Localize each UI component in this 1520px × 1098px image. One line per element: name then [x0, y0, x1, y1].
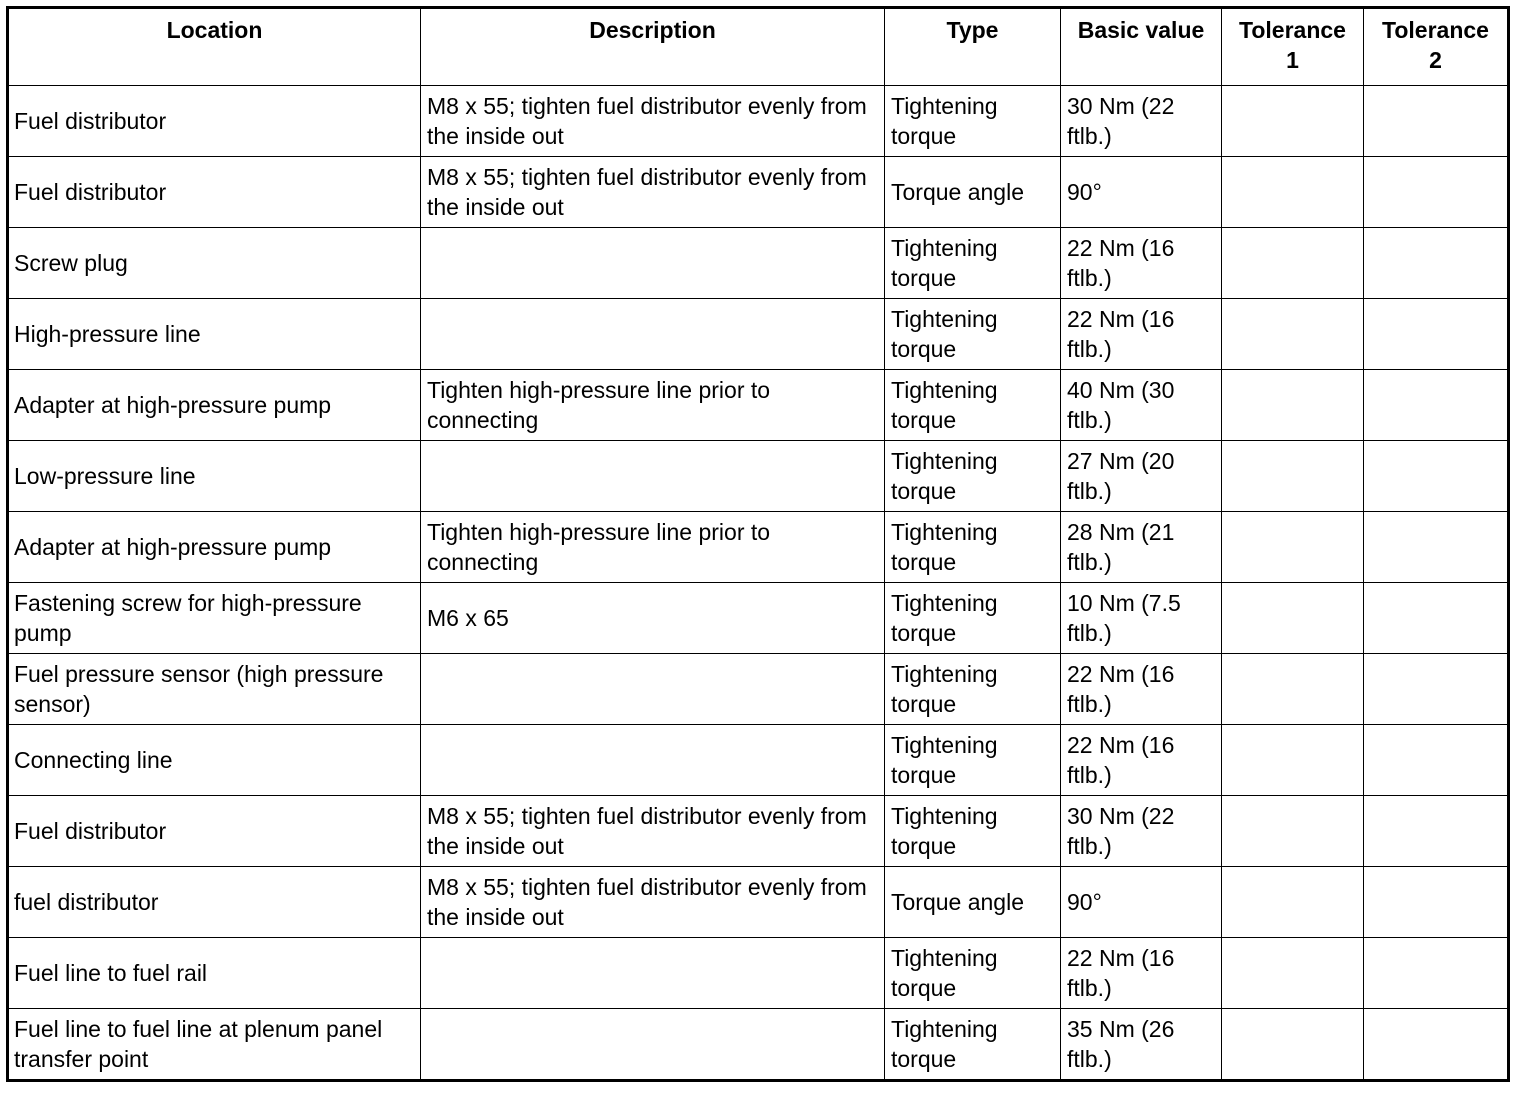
cell-type: Tightening torque — [885, 1009, 1061, 1081]
cell-basic-value: 22 Nm (16 ftlb.) — [1061, 228, 1222, 299]
table-row — [8, 157, 1509, 228]
table-row — [8, 654, 1509, 725]
table-body — [8, 86, 1509, 1081]
cell-basic-value: 35 Nm (26 ftlb.) — [1061, 1009, 1222, 1081]
cell-basic-value: 30 Nm (22 ftlb.) — [1061, 796, 1222, 867]
cell-type: Tightening torque — [885, 441, 1061, 512]
cell-basic-value: 27 Nm (20 ftlb.) — [1061, 441, 1222, 512]
cell-location: Fuel line to fuel line at plenum panel transfer point — [8, 1009, 421, 1081]
table-row — [8, 725, 1509, 796]
cell-tolerance-1 — [1222, 1009, 1364, 1081]
cell-description — [421, 228, 885, 299]
table-row — [8, 583, 1509, 654]
cell-type: Tightening torque — [885, 370, 1061, 441]
cell-basic-value: 22 Nm (16 ftlb.) — [1061, 654, 1222, 725]
cell-location: fuel distributor — [8, 867, 421, 938]
cell-location: Adapter at high-pressure pump — [8, 512, 421, 583]
cell-type: Torque angle — [885, 867, 1061, 938]
cell-description — [421, 938, 885, 1009]
cell-basic-value: 90° — [1061, 867, 1222, 938]
cell-type: Tightening torque — [885, 583, 1061, 654]
cell-tolerance-1 — [1222, 299, 1364, 370]
cell-basic-value: 90° — [1061, 157, 1222, 228]
cell-location: Low-pressure line — [8, 441, 421, 512]
table-row — [8, 1009, 1509, 1081]
cell-tolerance-2 — [1364, 441, 1509, 512]
table-header — [8, 8, 1509, 86]
table-row — [8, 86, 1509, 157]
cell-type: Tightening torque — [885, 654, 1061, 725]
header-location: Location — [8, 8, 421, 86]
cell-type: Tightening torque — [885, 725, 1061, 796]
table-row — [8, 512, 1509, 583]
cell-location: Connecting line — [8, 725, 421, 796]
cell-location: Screw plug — [8, 228, 421, 299]
cell-tolerance-2 — [1364, 228, 1509, 299]
cell-description: M6 x 65 — [421, 583, 885, 654]
cell-tolerance-2 — [1364, 796, 1509, 867]
cell-description: Tighten high-pressure line prior to connecting — [421, 512, 885, 583]
cell-tolerance-1 — [1222, 654, 1364, 725]
cell-type: Tightening torque — [885, 86, 1061, 157]
cell-type: Tightening torque — [885, 228, 1061, 299]
cell-location: Fuel distributor — [8, 796, 421, 867]
cell-tolerance-2 — [1364, 370, 1509, 441]
cell-tolerance-1 — [1222, 583, 1364, 654]
cell-tolerance-2 — [1364, 157, 1509, 228]
cell-type: Tightening torque — [885, 938, 1061, 1009]
cell-description: M8 x 55; tighten fuel distributor evenly from the inside out — [421, 157, 885, 228]
cell-tolerance-2 — [1364, 938, 1509, 1009]
cell-basic-value: 22 Nm (16 ftlb.) — [1061, 725, 1222, 796]
table-row — [8, 299, 1509, 370]
table-row — [8, 938, 1509, 1009]
cell-basic-value: 40 Nm (30 ftlb.) — [1061, 370, 1222, 441]
torque-spec-table — [6, 6, 1510, 1082]
cell-description — [421, 1009, 885, 1081]
cell-type: Tightening torque — [885, 512, 1061, 583]
header-description: Description — [421, 8, 885, 86]
cell-tolerance-1 — [1222, 228, 1364, 299]
header-tolerance-1: Tolerance 1 — [1222, 8, 1364, 86]
cell-basic-value: 22 Nm (16 ftlb.) — [1061, 299, 1222, 370]
cell-tolerance-2 — [1364, 725, 1509, 796]
cell-basic-value: 30 Nm (22 ftlb.) — [1061, 86, 1222, 157]
header-tolerance-2: Tolerance 2 — [1364, 8, 1509, 86]
cell-tolerance-1 — [1222, 512, 1364, 583]
cell-type: Tightening torque — [885, 299, 1061, 370]
cell-tolerance-1 — [1222, 370, 1364, 441]
cell-description: M8 x 55; tighten fuel distributor evenly from the inside out — [421, 867, 885, 938]
cell-description: M8 x 55; tighten fuel distributor evenly from the inside out — [421, 796, 885, 867]
cell-location: Adapter at high-pressure pump — [8, 370, 421, 441]
cell-location: Fastening screw for high-pressure pump — [8, 583, 421, 654]
cell-location: Fuel distributor — [8, 86, 421, 157]
cell-location: Fuel pressure sensor (high pressure sensor) — [8, 654, 421, 725]
header-type: Type — [885, 8, 1061, 86]
cell-basic-value: 22 Nm (16 ftlb.) — [1061, 938, 1222, 1009]
cell-tolerance-1 — [1222, 938, 1364, 1009]
cell-tolerance-2 — [1364, 654, 1509, 725]
table-row — [8, 867, 1509, 938]
cell-type: Tightening torque — [885, 796, 1061, 867]
table-row — [8, 228, 1509, 299]
table-row — [8, 370, 1509, 441]
cell-tolerance-1 — [1222, 441, 1364, 512]
cell-location: Fuel distributor — [8, 157, 421, 228]
cell-location: High-pressure line — [8, 299, 421, 370]
cell-description — [421, 441, 885, 512]
cell-tolerance-1 — [1222, 796, 1364, 867]
cell-description — [421, 654, 885, 725]
header-basic-value: Basic value — [1061, 8, 1222, 86]
cell-description — [421, 725, 885, 796]
cell-tolerance-1 — [1222, 867, 1364, 938]
cell-tolerance-2 — [1364, 1009, 1509, 1081]
cell-tolerance-2 — [1364, 512, 1509, 583]
cell-tolerance-1 — [1222, 725, 1364, 796]
cell-tolerance-2 — [1364, 86, 1509, 157]
cell-tolerance-2 — [1364, 299, 1509, 370]
cell-basic-value: 28 Nm (21 ftlb.) — [1061, 512, 1222, 583]
cell-description: M8 x 55; tighten fuel distributor evenly from the inside out — [421, 86, 885, 157]
cell-type: Torque angle — [885, 157, 1061, 228]
header-row — [8, 8, 1509, 86]
cell-basic-value: 10 Nm (7.5 ftlb.) — [1061, 583, 1222, 654]
table-row — [8, 796, 1509, 867]
cell-location: Fuel line to fuel rail — [8, 938, 421, 1009]
cell-tolerance-1 — [1222, 86, 1364, 157]
cell-tolerance-1 — [1222, 157, 1364, 228]
cell-tolerance-2 — [1364, 867, 1509, 938]
cell-description — [421, 299, 885, 370]
cell-tolerance-2 — [1364, 583, 1509, 654]
table-row — [8, 441, 1509, 512]
cell-description: Tighten high-pressure line prior to connecting — [421, 370, 885, 441]
